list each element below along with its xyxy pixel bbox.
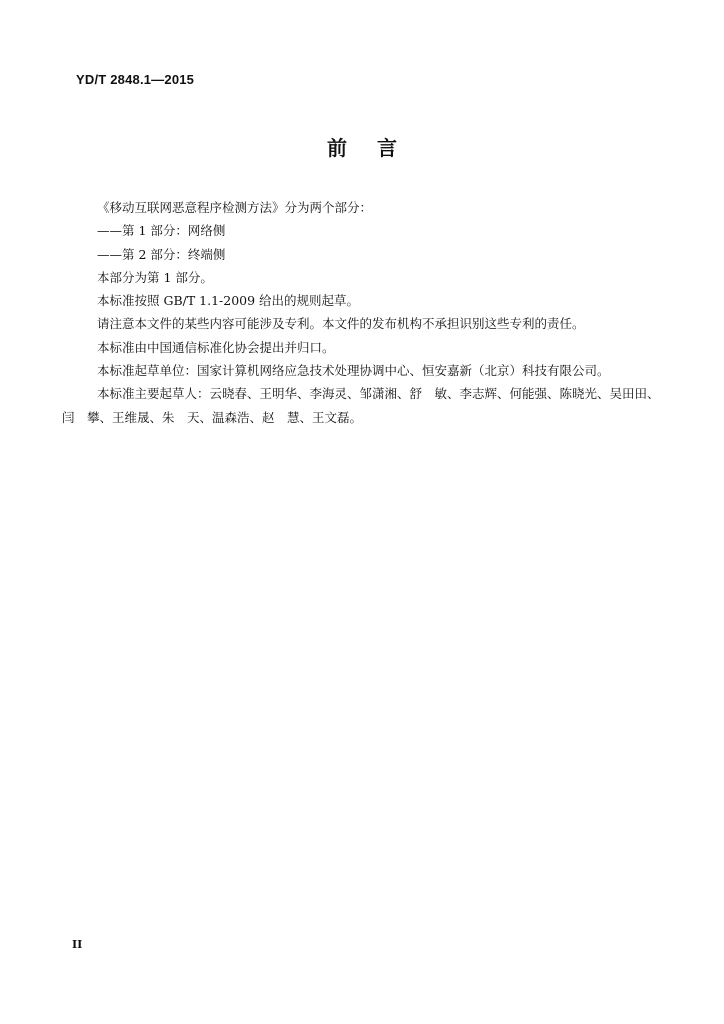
paragraph-drafting-rules: 本标准按照 GB/T 1.1-2009 给出的规则起草。 bbox=[97, 293, 360, 309]
section-title: 前言 bbox=[327, 136, 427, 160]
paragraph-drafting-units: 本标准起草单位：国家计算机网络应急技术处理协调中心、恒安嘉新（北京）科技有限公司。 bbox=[97, 363, 610, 379]
paragraph-part-2: ——第 2 部分：终端侧 bbox=[97, 246, 226, 262]
paragraph-intro: 《移动互联网恶意程序检测方法》分为两个部分： bbox=[97, 200, 373, 215]
paragraph-this-part: 本部分为第 1 部分。 bbox=[97, 269, 213, 285]
paragraph-drafters-continued: 闫 攀、王维晟、朱 天、温森浩、赵 慧、王文磊。 bbox=[62, 409, 363, 425]
standard-code: YD/T 2848.1—2015 bbox=[76, 72, 195, 87]
paragraph-part-1: ——第 1 部分：网络侧 bbox=[97, 223, 226, 239]
paragraph-patent-notice: 请注意本文件的某些内容可能涉及专利。本文件的发布机构不承担识别这些专利的责任。 bbox=[97, 316, 585, 332]
paragraph-drafters: 本标准主要起草人：云晓春、王明华、李海灵、邹潇湘、舒 敏、李志辉、何能强、陈晓光、吴田田、 bbox=[97, 386, 660, 402]
page-number: II bbox=[72, 938, 83, 951]
foreword-body bbox=[62, 196, 677, 429]
paragraph-proposer: 本标准由中国通信标准化协会提出并归口。 bbox=[97, 339, 335, 355]
